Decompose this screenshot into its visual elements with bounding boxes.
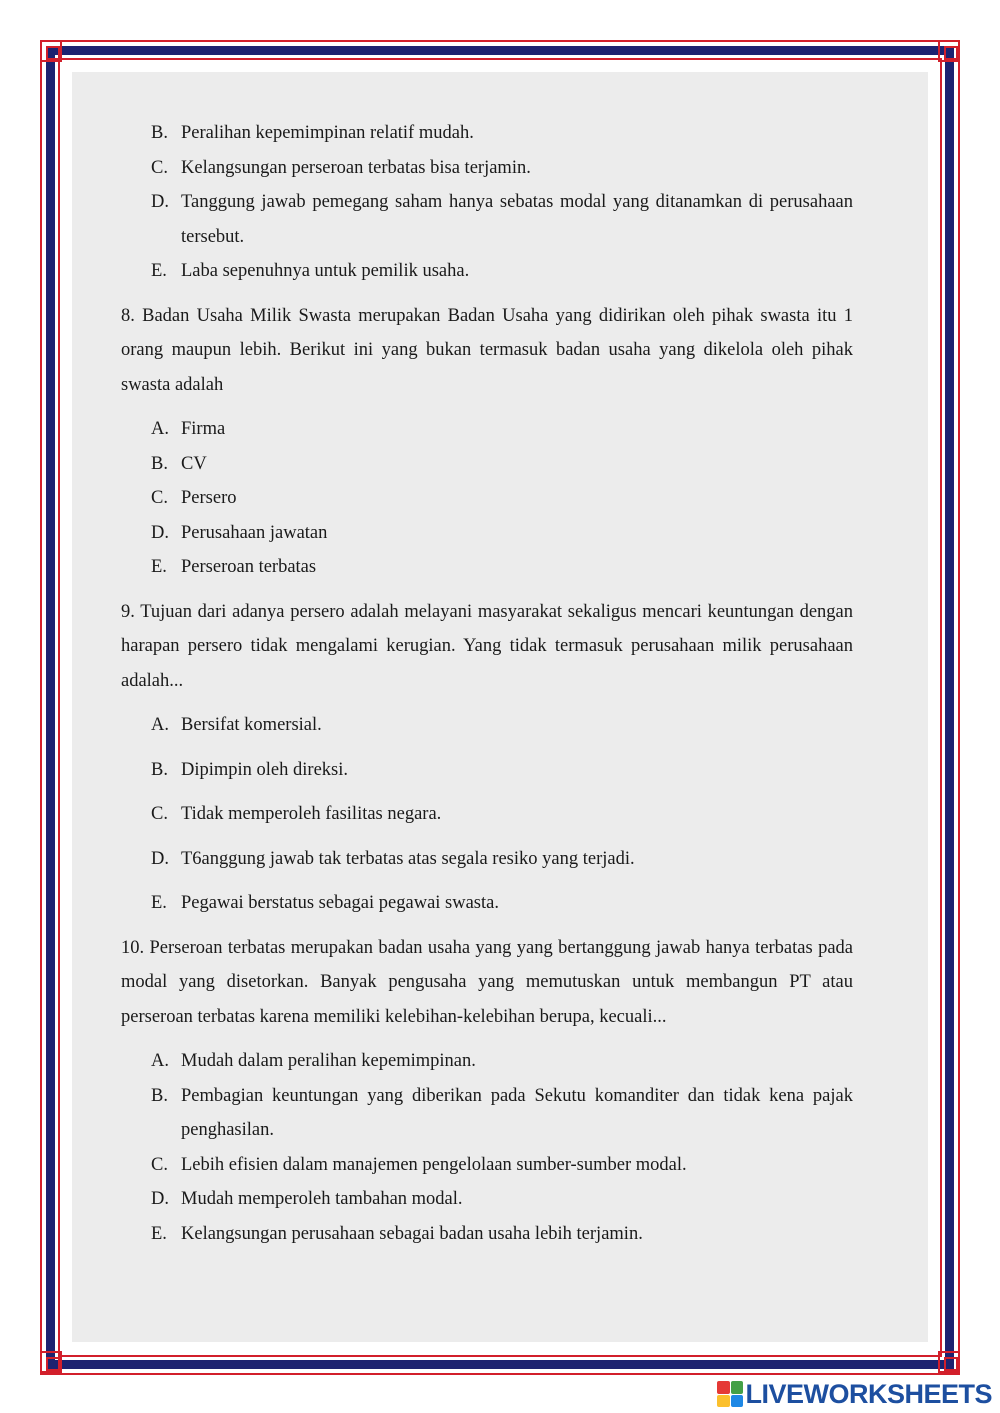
option-item xyxy=(151,842,853,877)
option-text: Kelangsungan perseroan terbatas bisa terjamin. xyxy=(181,157,531,178)
corner-ornament-bottom-left xyxy=(40,1351,62,1373)
option-item xyxy=(151,412,853,447)
option-letter: B. xyxy=(151,123,168,143)
option-item xyxy=(151,116,853,151)
option-item xyxy=(151,447,853,482)
option-text: Lebih efisien dalam manajemen pengelolaan sumber-sumber modal. xyxy=(181,1154,687,1175)
option-item xyxy=(151,516,853,551)
option-text: Perseroan terbatas xyxy=(181,557,317,577)
option-letter: A. xyxy=(151,1051,169,1071)
option-letter: E. xyxy=(151,557,167,577)
option-text: Pegawai berstatus sebagai pegawai swasta. xyxy=(181,893,499,913)
option-text: Laba sepenuhnya untuk pemilik usaha. xyxy=(181,261,470,281)
option-letter: C. xyxy=(151,804,168,824)
question-9: 9. Tujuan dari adanya persero adalah melayani masyarakat sekaligus mencari keuntungan dengan harapan persero tidak mengalami kerugian. Yang tidak termasuk perusahaan milik perusahaan adalah... xyxy=(121,601,853,691)
corner-ornament-top-left xyxy=(40,40,62,62)
option-text: Mudah dalam peralihan kepemimpinan. xyxy=(181,1051,476,1071)
liveworksheets-logo-icon xyxy=(717,1381,743,1407)
option-item xyxy=(151,753,853,788)
option-item xyxy=(151,254,853,289)
option-letter: C. xyxy=(151,1154,168,1175)
option-text: Peralihan kepemimpinan relatif mudah. xyxy=(181,123,474,143)
option-letter: D. xyxy=(151,522,169,543)
option-item xyxy=(151,886,853,921)
option-letter: B. xyxy=(151,1085,168,1106)
option-text: Pembagian keuntungan yang diberikan pada Sekutu komanditer dan tidak kena pajak penghasilan. xyxy=(181,1085,853,1140)
option-text: Persero xyxy=(181,488,237,508)
option-item xyxy=(151,481,853,516)
option-letter: A. xyxy=(151,715,169,735)
option-text: Mudah memperoleh tambahan modal. xyxy=(181,1189,463,1209)
question-8-options xyxy=(121,412,853,585)
option-item xyxy=(151,1148,853,1183)
option-letter: A. xyxy=(151,419,169,439)
worksheet-content xyxy=(121,116,853,1251)
option-letter: D. xyxy=(151,1189,169,1209)
question-9-options xyxy=(121,708,853,921)
option-item xyxy=(151,1079,853,1148)
option-letter: D. xyxy=(151,192,169,212)
option-item xyxy=(151,708,853,743)
option-letter: B. xyxy=(151,453,168,474)
corner-ornament-bottom-right xyxy=(938,1351,960,1373)
watermark-text: LIVEWORKSHEETS xyxy=(745,1378,992,1409)
option-text: CV xyxy=(181,453,207,474)
corner-ornament-top-right xyxy=(938,40,960,62)
question-10-options xyxy=(121,1044,853,1251)
option-text: Dipimpin oleh direksi. xyxy=(181,759,348,780)
option-letter: C. xyxy=(151,157,168,178)
option-text: Tidak memperoleh fasilitas negara. xyxy=(181,804,442,824)
option-letter: E. xyxy=(151,1223,167,1244)
option-text: Tanggung jawab pemegang saham hanya sebatas modal yang ditanamkan di perusahaan tersebut. xyxy=(181,192,853,247)
option-item xyxy=(151,550,853,585)
option-item xyxy=(151,797,853,832)
option-letter: B. xyxy=(151,759,168,780)
option-item xyxy=(151,185,853,254)
option-text: Bersifat komersial. xyxy=(181,715,322,735)
option-item xyxy=(151,1217,853,1252)
option-letter: E. xyxy=(151,893,167,913)
question-8: 8. Badan Usaha Milik Swasta merupakan Badan Usaha yang didirikan oleh pihak swasta itu 1 orang maupun lebih. Berikut ini yang bukan termasuk badan usaha yang dikelola oleh pihak swasta adalah xyxy=(121,305,853,395)
option-text: Firma xyxy=(181,419,226,439)
option-item xyxy=(151,1182,853,1217)
option-letter: E. xyxy=(151,261,167,281)
option-text: Perusahaan jawatan xyxy=(181,522,328,543)
option-text: Kelangsungan perusahaan sebagai badan usaha lebih terjamin. xyxy=(181,1223,643,1244)
option-letter: D. xyxy=(151,848,169,869)
option-letter: C. xyxy=(151,488,168,508)
option-item xyxy=(151,1044,853,1079)
question-10: 10. Perseroan terbatas merupakan badan usaha yang yang bertanggung jawab hanya terbatas pada modal yang disetorkan. Banyak pengusaha yang memutuskan untuk membangun PT atau perseroan terbatas karena memiliki kelebihan-kelebihan berupa, kecuali... xyxy=(121,937,853,1027)
liveworksheets-watermark xyxy=(717,1379,992,1409)
option-text: T6anggung jawab tak terbatas atas segala resiko yang terjadi. xyxy=(181,848,635,869)
carryover-options xyxy=(121,116,853,289)
option-item xyxy=(151,151,853,186)
